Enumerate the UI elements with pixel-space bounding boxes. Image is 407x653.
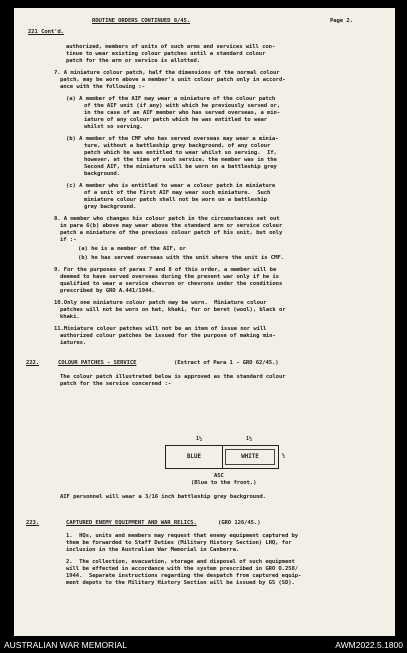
text-line: will be effected in accordance with the system prescribed in GRO O.258/: [66, 566, 299, 572]
section-222-number: 222.: [26, 360, 40, 366]
patch-blue-label: BLUE: [187, 454, 201, 460]
footer-record-id: AWM2022.5.1800: [335, 640, 403, 650]
text-line: deemed to have served overseas during the present war only if he is: [60, 274, 279, 280]
text-line: whilst so serving.: [84, 124, 143, 130]
section-223-ref: (GRO 126/45.): [218, 520, 261, 526]
text-line: 10.Only one miniature colour patch may be worn. Miniature colour: [54, 300, 267, 306]
text-line: patches will not be worn on hat, khaki, fur or beret (wool), black or: [60, 307, 286, 313]
text-line: ment depots to the Military History Section will be issued by GS (SD).: [66, 580, 295, 586]
patch-white-half: [222, 446, 278, 468]
patch-white-label: WHITE: [241, 454, 259, 460]
section-222-extract: (Extract of Para 1 - GRO 62/45.): [174, 360, 279, 366]
patch-caption-note: (Blue to the front.): [191, 480, 257, 486]
patch-blue-half: [166, 446, 223, 468]
section-222-heading: COLOUR PATCHES - SERVICE: [58, 360, 137, 366]
text-line: of the AIF unit (if any) with which he previously served or,: [84, 103, 281, 109]
text-line: however, at the time of such service, the member was in the: [84, 157, 277, 163]
text-line: patch, may be worn above a member's unit colour patch only in accord-: [60, 77, 286, 83]
text-line: (a) A member of the AIF may wear a miniature of the colour patch: [66, 96, 276, 102]
text-line: ture, without a battleship grey background, of any colour: [84, 143, 271, 149]
patch-caption-unit: ASC: [214, 473, 224, 479]
colour-patch-diagram: [165, 445, 279, 469]
text-line: 8. A member who changes his colour patch in the circumstances set out: [54, 216, 280, 222]
text-line: in para 6(b) above may wear above the standard arm or service colour: [60, 223, 283, 229]
text-line: (a) he is a member of the AIF, or: [78, 246, 186, 252]
text-line: (b) he has served overseas with the unit where the unit is CMF.: [78, 255, 284, 261]
text-line: iatures.: [60, 340, 87, 346]
text-line: qualified to wear a service chevron or chevrons under the conditions: [60, 281, 283, 287]
text-line: 1. HQs, units and members may request that enemy equipment captured by: [66, 533, 299, 539]
text-line: inclusion in the Australian War Memorial in Canberra.: [66, 547, 240, 553]
text-line: grey background.: [84, 204, 137, 210]
text-line: authorized colour patches be issued for the purpose of making min-: [60, 333, 276, 339]
text-line: Second AIF, the miniature will be worn on a battleship grey: [84, 164, 277, 170]
text-line: them be forwarded to Staff Duties (Military History Section) LHQ, for: [66, 540, 292, 546]
text-line: in the case of an AIF member who has served overseas, a min-: [84, 110, 281, 116]
text-line: khaki.: [60, 314, 80, 320]
text-line: prescribed by GRO A.441/1944.: [60, 288, 155, 294]
text-line: iature of any colour patch which he was entitled to wear: [84, 117, 267, 123]
text-line: if :-: [60, 237, 77, 243]
document-page: [14, 8, 395, 636]
text-line: 1944. Separate instructions regarding the despatch from captured equip-: [66, 573, 302, 579]
text-line: patch which he was entitled to wear whilst so serving. If,: [84, 150, 277, 156]
section-223-number: 223.: [26, 520, 40, 526]
text-line: ance with the following :-: [60, 84, 145, 90]
patch-dim-side: ½: [282, 453, 286, 459]
text-line: The colour patch illustrated below is approved as the standard colour: [60, 374, 286, 380]
text-line: patch for the service concerned :-: [60, 381, 172, 387]
text-line: patch for the arm or service is allotted.: [66, 58, 200, 64]
text-line: (c) A member who is entitled to wear a colour patch in miniature: [66, 183, 276, 189]
section-223-heading: CAPTURED ENEMY EQUIPMENT AND WAR RELICS.: [66, 520, 197, 526]
text-line: 2. The collection, evacuation, storage and disposal of such equipment: [66, 559, 295, 565]
text-line: of a unit of the First AIF may wear such miniature. Such: [84, 190, 271, 196]
text-line: patch a miniature of the previous colour patch of his unit, but only: [60, 230, 283, 236]
page-header-title: ROUTINE ORDERS CONTINUED 8/45.: [92, 18, 191, 24]
section-221-heading: 221 Cont'd.: [28, 29, 64, 35]
page-number: Page 2.: [330, 18, 353, 24]
text-line: (b) A member of the CMF who has served overseas may wear a minia-: [66, 136, 279, 142]
patch-dim-right: 1½: [246, 436, 253, 442]
text-line: AIF personnel will wear a 3/16 inch battleship grey background.: [60, 494, 266, 500]
text-line: 11.Miniature colour patches will not be an item of issue nor will: [54, 326, 267, 332]
text-line: tinue to wear existing colour patches until a standard colour: [66, 51, 266, 57]
text-line: authorized, members of units of such arms and services will con-: [66, 44, 276, 50]
text-line: background.: [84, 171, 120, 177]
patch-dim-left: 1½: [196, 436, 203, 442]
text-line: miniature colour patch shall not be worn on a battleship: [84, 197, 267, 203]
text-line: 7. A miniature colour patch, half the dimensions of the normal colour: [54, 70, 280, 76]
text-line: 9. For the purposes of paras 7 and 8 of this order, a member will be: [54, 267, 277, 273]
footer-collection-name: AUSTRALIAN WAR MEMORIAL: [4, 640, 127, 650]
